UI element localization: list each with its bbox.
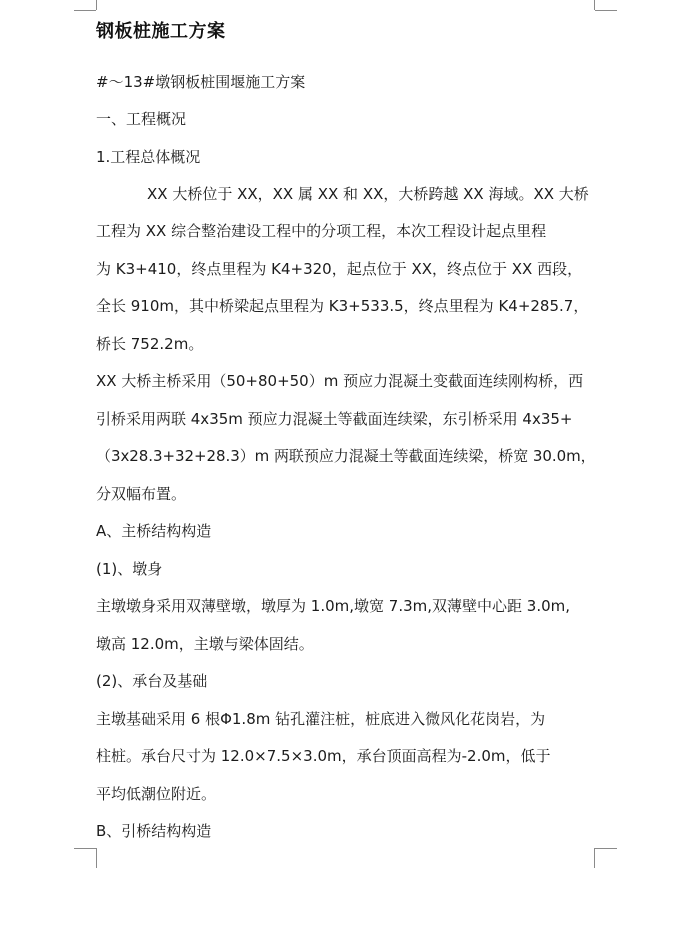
- body-line: 主墩墩身采用双薄壁墩，墩厚为 1.0m,墩宽 7.3m,双薄壁中心距 3.0m,: [96, 597, 571, 615]
- body-line: 引桥采用两联 4x35m 预应力混凝土等截面连续梁，东引桥采用 4x35+: [96, 410, 573, 428]
- crop-mark-top-right-h: [595, 10, 617, 11]
- heading-main-bridge: A、主桥结构构造: [96, 522, 212, 540]
- heading-overview: 一、工程概况: [96, 110, 187, 128]
- crop-mark-top-left-v: [96, 0, 97, 10]
- body-line: XX 大桥位于 XX，XX 属 XX 和 XX，大桥跨越 XX 海域。XX 大桥: [147, 185, 589, 203]
- body-line: 分双幅布置。: [96, 485, 187, 503]
- body-line: 主墩基础采用 6 根Φ1.8m 钻孔灌注桩，桩底进入微风化花岗岩，为: [96, 710, 546, 728]
- heading-foundation: (2)、承台及基础: [96, 672, 208, 690]
- crop-mark-top-left-h: [74, 10, 96, 11]
- document-title: 钢板桩施工方案: [96, 21, 226, 42]
- body-line: 平均低潮位附近。: [96, 785, 217, 803]
- crop-mark-top-right-v: [594, 0, 595, 10]
- body-line: 全长 910m，其中桥梁起点里程为 K3+533.5，终点里程为 K4+285.7，: [96, 297, 589, 315]
- body-line: 墩高 12.0m，主墩与梁体固结。: [96, 635, 314, 653]
- crop-mark-bottom-left-v: [96, 848, 97, 868]
- heading-approach-bridge: B、引桥结构构造: [96, 822, 212, 840]
- subtitle: #～13#墩钢板桩围堰施工方案: [96, 73, 306, 91]
- crop-mark-bottom-right-v: [594, 848, 595, 868]
- crop-mark-bottom-right-h: [595, 848, 617, 849]
- heading-general: 1.工程总体概况: [96, 148, 201, 166]
- body-line: （3x28.3+32+28.3）m 两联预应力混凝土等截面连续梁，桥宽 30.0m，: [96, 447, 596, 465]
- body-line: 桥长 752.2m。: [96, 335, 204, 353]
- body-line: 工程为 XX 综合整治建设工程中的分项工程，本次工程设计起点里程: [96, 222, 547, 240]
- body-line: 柱桩。承台尺寸为 12.0×7.5×3.0m，承台顶面高程为-2.0m，低于: [96, 747, 551, 765]
- body-line: 为 K3+410，终点里程为 K4+320，起点位于 XX，终点位于 XX 西段，: [96, 260, 583, 278]
- body-line: XX 大桥主桥采用（50+80+50）m 预应力混凝土变截面连续刚构桥，西: [96, 372, 584, 390]
- crop-mark-bottom-left-h: [74, 848, 96, 849]
- heading-pier-body: (1)、墩身: [96, 560, 163, 578]
